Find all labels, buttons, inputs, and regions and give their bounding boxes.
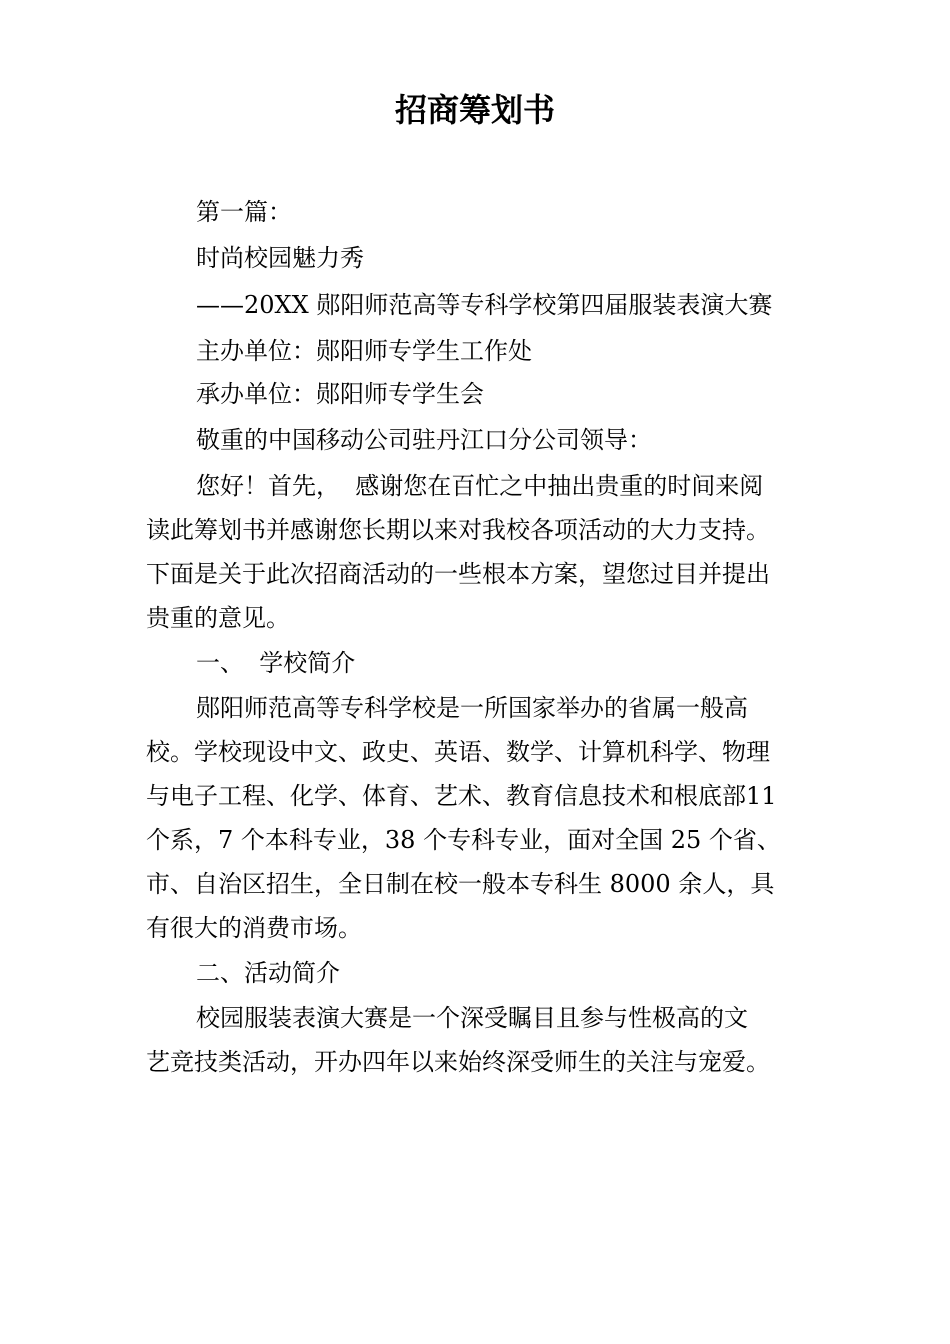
header-line-event-title: 时尚校园魅力秀 — [196, 244, 364, 272]
intro-paragraph-line: 您好！首先， 感谢您在百忙之中抽出贵重的时间来阅 — [196, 472, 764, 500]
section1-paragraph-line: 郧阳师范高等专科学校是一所国家举办的省属一般高 — [196, 694, 748, 722]
intro-paragraph-line: 贵重的意见。 — [146, 604, 290, 632]
header-line-part: 第一篇： — [196, 198, 292, 226]
section1-paragraph-line: 有很大的消费市场。 — [146, 914, 362, 942]
section1-paragraph-line: 个系，7 个本科专业，38 个专科专业，面对全国 25 个省、 — [146, 826, 781, 854]
section2-paragraph-line: 艺竞技类活动，开办四年以来始终深受师生的关注与宠爱。 — [146, 1048, 770, 1076]
intro-paragraph-line: 下面是关于此次招商活动的一些根本方案，望您过目并提出 — [146, 560, 770, 588]
section2-paragraph-line: 校园服装表演大赛是一个深受瞩目且参与性极高的文 — [196, 1004, 748, 1032]
document-title: 招商筹划书 — [394, 91, 555, 129]
header-line-event-subtitle: ——20XX 郧阳师范高等专科学校第四届服装表演大赛 — [196, 291, 773, 319]
section2-heading: 二、活动简介 — [196, 959, 340, 987]
section1-paragraph-line: 与电子工程、化学、体育、艺术、教育信息技术和根底部11 — [146, 782, 777, 810]
intro-paragraph-line: 读此筹划书并感谢您长期以来对我校各项活动的大力支持。 — [146, 516, 770, 544]
header-line-co-organizer: 承办单位：郧阳师专学生会 — [196, 380, 484, 408]
section1-paragraph-line: 校。学校现设中文、政史、英语、数学、计算机科学、物理 — [146, 738, 770, 766]
section1-heading: 一、 学校简介 — [196, 649, 356, 677]
header-line-organizer: 主办单位：郧阳师专学生工作处 — [196, 337, 532, 365]
header-line-salutation: 敬重的中国移动公司驻丹江口分公司领导： — [196, 426, 652, 454]
section1-paragraph-line: 市、自治区招生，全日制在校一般本专科生 8000 余人，具 — [146, 870, 775, 898]
